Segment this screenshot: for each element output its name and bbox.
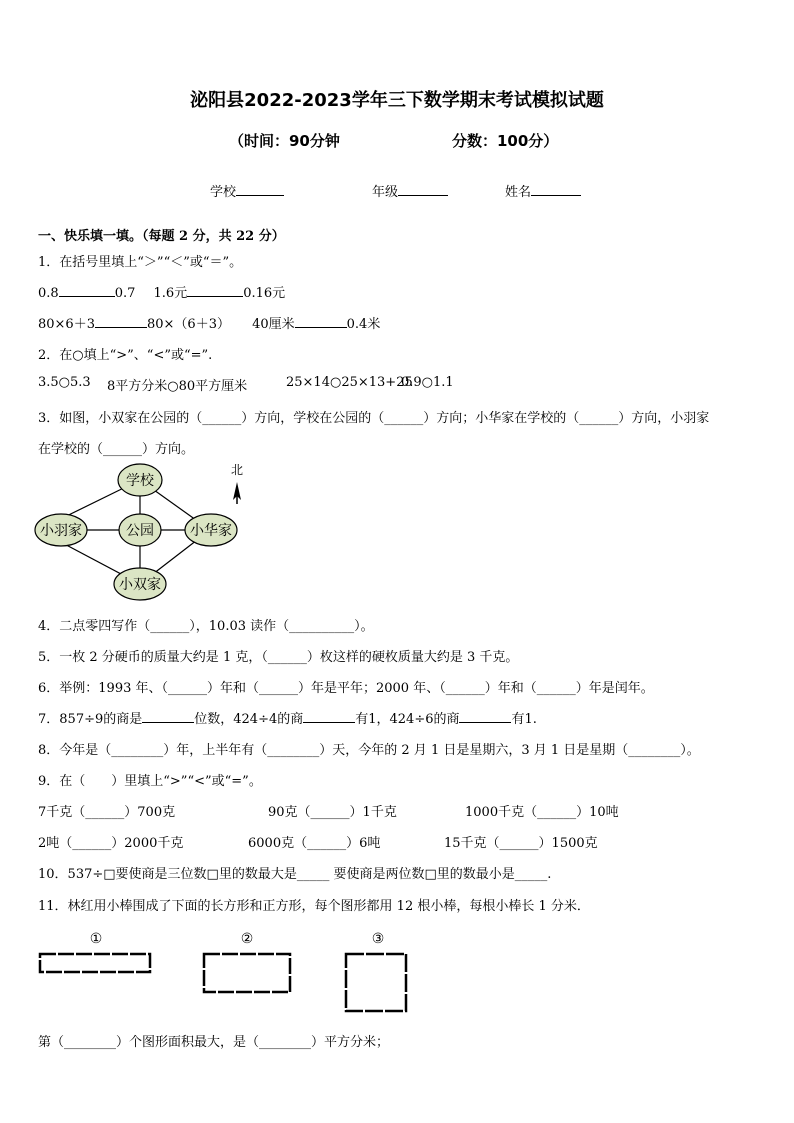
figure-1 bbox=[40, 931, 150, 972]
question-2-stem: 2．在○填上“>”、“<”或“=”. bbox=[38, 348, 213, 363]
question-9-e: 6000克（______）6吨 bbox=[248, 836, 381, 851]
question-2-a: 3.5○5.3 bbox=[38, 375, 91, 390]
question-1-row-2: 80×6＋3 80×（6＋3） 40厘米 0.4米 bbox=[38, 317, 381, 332]
grade-field bbox=[372, 181, 448, 200]
grade-label: 年级 bbox=[372, 185, 399, 200]
school-blank[interactable] bbox=[236, 183, 284, 196]
question-9-stem: 9．在（ ）里填上“>”“<”或“=”。 bbox=[38, 774, 262, 789]
question-9-f: 15千克（______）1500克 bbox=[444, 836, 598, 851]
svg-text:②: ② bbox=[240, 931, 254, 947]
answer-blank[interactable] bbox=[142, 710, 194, 723]
north-arrow-icon bbox=[231, 463, 243, 504]
name-label: 姓名 bbox=[505, 185, 532, 200]
question-9-d: 2吨（______）2000千克 bbox=[38, 836, 184, 851]
question-9-c: 1000千克（______）10吨 bbox=[465, 805, 619, 820]
answer-blank[interactable] bbox=[187, 284, 243, 297]
node-park bbox=[119, 514, 161, 546]
question-3-line-1: 3．如图，小双家在公园的（______）方向，学校在公园的（______）方向；小华家在学校的（______）方向，小羽家 bbox=[38, 411, 710, 426]
svg-text:①: ① bbox=[89, 931, 103, 947]
name-blank[interactable] bbox=[531, 183, 581, 196]
question-3-line-2: 在学校的（______）方向。 bbox=[38, 442, 195, 457]
svg-text:③: ③ bbox=[371, 931, 385, 947]
answer-blank[interactable] bbox=[303, 710, 355, 723]
question-7: 7．857÷9的商是 位数，424÷4的商 有1，424÷6的商 有1. bbox=[38, 712, 537, 727]
time-limit: （时间：90分钟 bbox=[229, 132, 340, 150]
question-11-stem: 11．林红用小棒围成了下面的长方形和正方形，每个图形都用 12 根小棒，每根小棒长 1 分米． bbox=[38, 899, 590, 914]
question-10: 10．537÷□要使商是三位数□里的数最大是_____ 要使商是两位数□里的数最小是_____. bbox=[38, 867, 552, 882]
total-score: 分数：100分） bbox=[452, 132, 559, 150]
figure-3 bbox=[346, 931, 406, 1011]
answer-blank[interactable] bbox=[95, 315, 147, 328]
svg-text:小华家: 小华家 bbox=[190, 523, 232, 539]
question-6: 6．举例：1993 年、（______）年和（______）年是平年；2000 年、（______）年和（______）年是闰年。 bbox=[38, 681, 654, 696]
figure-2 bbox=[204, 931, 290, 992]
svg-text:学校: 学校 bbox=[126, 473, 154, 489]
question-2-d: 0.9○1.1 bbox=[401, 375, 454, 390]
question-2-c: 25×14○25×13+25 bbox=[286, 375, 413, 390]
question-9-a: 7千克（______）700克 bbox=[38, 805, 176, 820]
school-label: 学校 bbox=[210, 185, 237, 200]
node-xiaoshuang-home bbox=[114, 568, 166, 600]
question-8: 8．今年是（________）年，上半年有（________）天，今年的 2 月 1 日是星期六，3 月 1 日是星期（________）。 bbox=[38, 743, 700, 758]
svg-text:公园: 公园 bbox=[126, 523, 154, 539]
svg-text:小羽家: 小羽家 bbox=[40, 523, 82, 539]
answer-blank[interactable] bbox=[59, 284, 115, 297]
page-title: 泌阳县2022-2023学年三下数学期末考试模拟试题 bbox=[190, 90, 604, 111]
node-xiaohua-home bbox=[185, 514, 237, 546]
svg-text:小双家: 小双家 bbox=[119, 577, 161, 593]
school-field bbox=[210, 181, 284, 200]
stick-figures bbox=[30, 925, 430, 1020]
svg-text:北: 北 bbox=[230, 463, 244, 477]
question-1-stem: 1．在括号里填上“＞”“＜”或“＝”。 bbox=[38, 255, 243, 270]
question-11-answer: 第（________）个图形面积最大，是（________）平方分米； bbox=[38, 1035, 390, 1050]
question-9-b: 90克（______）1千克 bbox=[268, 805, 397, 820]
name-field bbox=[505, 181, 581, 200]
question-5: 5．一枚 2 分硬币的质量大约是 1 克，（______）枚这样的硬枚质量大约是 3 千克。 bbox=[38, 650, 519, 665]
question-4: 4．二点零四写作（______），10.03 读作（__________）。 bbox=[38, 619, 374, 634]
grade-blank[interactable] bbox=[398, 183, 448, 196]
node-xiaoyu-home bbox=[35, 514, 87, 546]
node-school bbox=[118, 464, 162, 496]
answer-blank[interactable] bbox=[295, 315, 347, 328]
location-map bbox=[30, 458, 260, 604]
question-1-row-1: 0.8 0.7 1.6元 0.16元 bbox=[38, 286, 286, 301]
answer-blank[interactable] bbox=[459, 710, 511, 723]
section-heading: 一、快乐填一填。（每题 2 分，共 22 分） bbox=[38, 229, 285, 244]
question-2-b: 8平方分米○80平方厘米 bbox=[107, 379, 248, 394]
